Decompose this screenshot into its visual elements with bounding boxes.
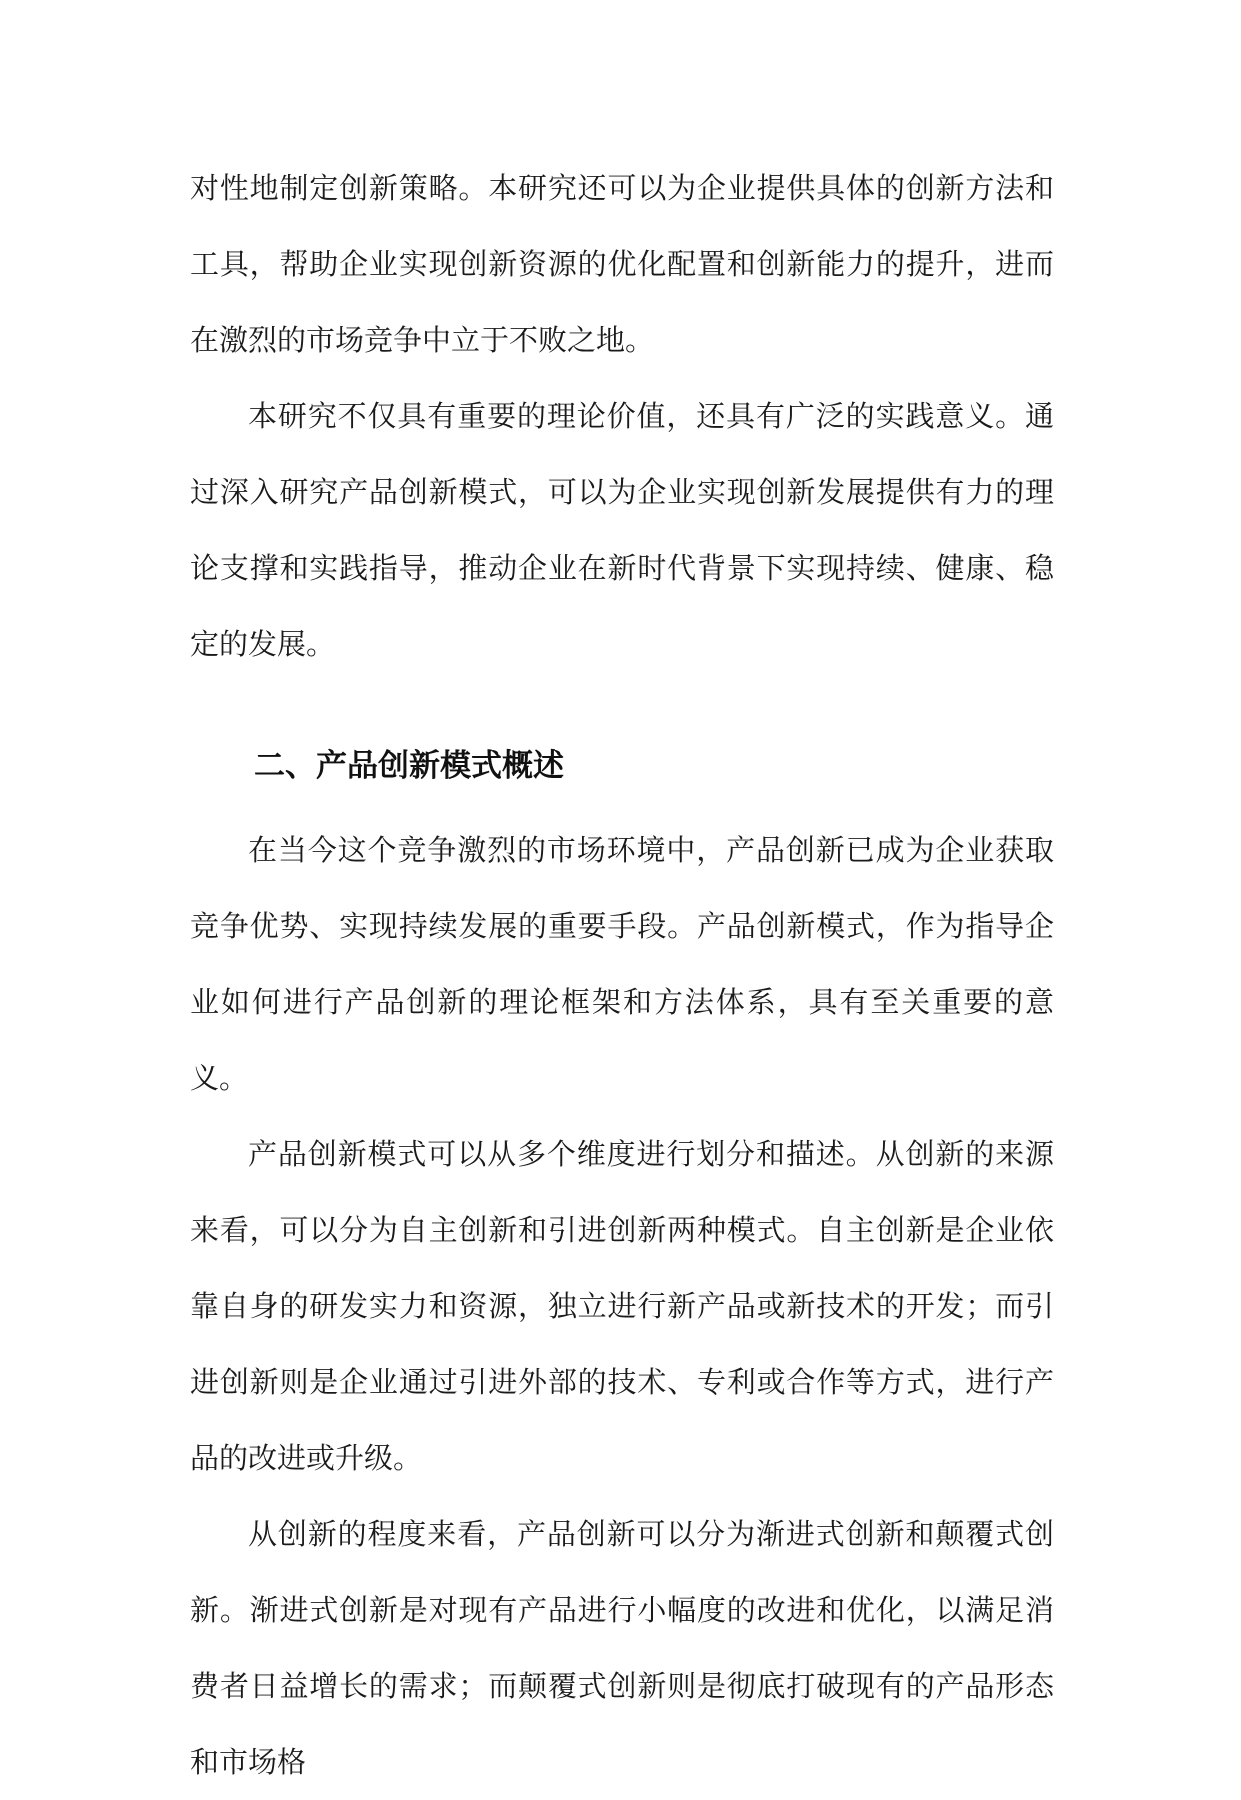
paragraph-innovation-source: 产品创新模式可以从多个维度进行划分和描述。从创新的来源来看，可以分为自主创新和引进创新两种模式。自主创新是企业依靠自身的研发实力和资源，独立进行新产品或新技术的开发；而引进创新则是企业通过引进外部的技术、专利或合作等方式，进行产品的改进或升级。 (190, 1137, 1054, 1475)
section-heading: 二、产品创新模式概述 (254, 748, 564, 784)
paragraph-research-significance: 本研究不仅具有重要的理论价值，还具有广泛的实践意义。通过深入研究产品创新模式，可以为企业实现创新发展提供有力的理论支撑和实践指导，推动企业在新时代背景下实现持续、健康、稳定的发展。 (190, 399, 1054, 661)
paragraph-overview-intro: 在当今这个竞争激烈的市场环境中，产品创新已成为企业获取竞争优势、实现持续发展的重要手段。产品创新模式，作为指导企业如何进行产品创新的理论框架和方法体系，具有至关重要的意义。 (190, 833, 1054, 1095)
page-body (190, 150, 1054, 1800)
paragraph-continued: 对性地制定创新策略。本研究还可以为企业提供具体的创新方法和工具，帮助企业实现创新资源的优化配置和创新能力的提升，进而在激烈的市场竞争中立于不败之地。 (190, 171, 1054, 357)
paragraph-innovation-degree: 从创新的程度来看，产品创新可以分为渐进式创新和颠覆式创新。渐进式创新是对现有产品进行小幅度的改进和优化，以满足消费者日益增长的需求；而颠覆式创新则是彻底打破现有的产品形态和市场格 (190, 1517, 1054, 1779)
